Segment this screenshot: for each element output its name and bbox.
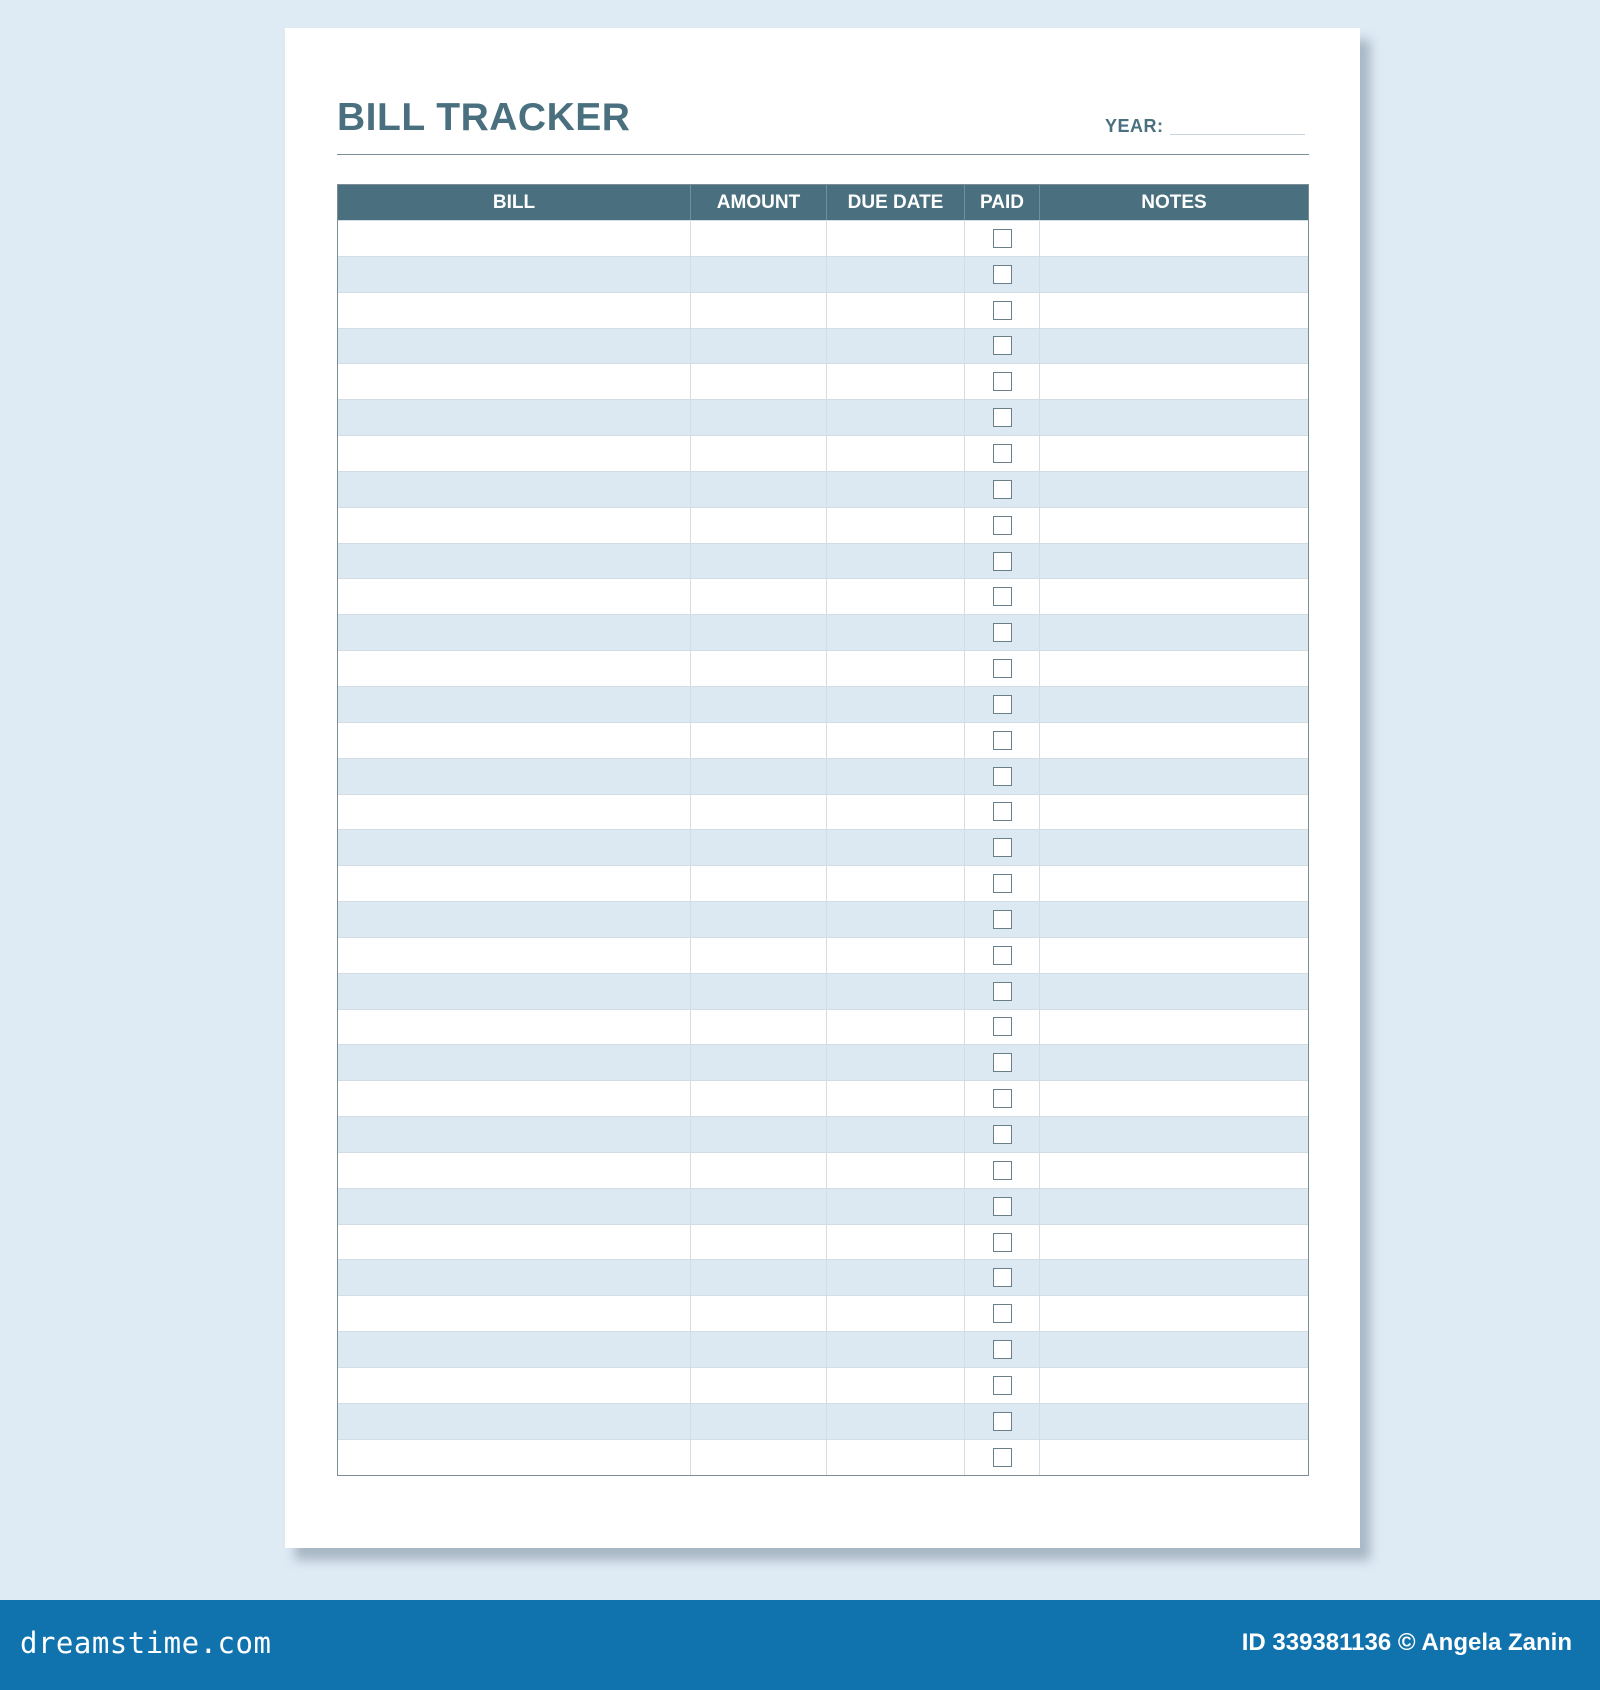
amount-cell[interactable]	[691, 759, 827, 794]
notes-cell[interactable]	[1040, 1010, 1308, 1045]
paid-checkbox[interactable]	[993, 1233, 1012, 1252]
paid-checkbox[interactable]	[993, 1412, 1012, 1431]
paid-cell	[965, 795, 1040, 830]
due-date-cell[interactable]	[827, 364, 965, 399]
amount-cell[interactable]	[691, 364, 827, 399]
notes-cell[interactable]	[1040, 257, 1308, 292]
amount-cell[interactable]	[691, 795, 827, 830]
bill-table	[337, 184, 1309, 1476]
notes-cell[interactable]	[1040, 1296, 1308, 1331]
amount-cell[interactable]	[691, 436, 827, 471]
paid-cell	[965, 579, 1040, 614]
bill-cell[interactable]	[338, 364, 691, 399]
bill-cell[interactable]	[338, 615, 691, 650]
amount-cell[interactable]	[691, 1440, 827, 1475]
paid-checkbox[interactable]	[993, 1304, 1012, 1323]
paid-checkbox[interactable]	[993, 802, 1012, 821]
due-date-cell[interactable]	[827, 544, 965, 579]
amount-cell[interactable]	[691, 1117, 827, 1152]
bill-cell[interactable]	[338, 1117, 691, 1152]
table-row	[338, 1080, 1308, 1116]
paid-checkbox[interactable]	[993, 1017, 1012, 1036]
bill-cell[interactable]	[338, 1404, 691, 1439]
notes-cell[interactable]	[1040, 1368, 1308, 1403]
column-header-amount: AMOUNT	[691, 185, 827, 220]
notes-cell[interactable]	[1040, 293, 1308, 328]
bill-cell[interactable]	[338, 579, 691, 614]
amount-cell[interactable]	[691, 1368, 827, 1403]
amount-cell[interactable]	[691, 579, 827, 614]
due-date-cell[interactable]	[827, 472, 965, 507]
amount-cell[interactable]	[691, 508, 827, 543]
notes-cell[interactable]	[1040, 938, 1308, 973]
bill-cell[interactable]	[338, 830, 691, 865]
notes-cell[interactable]	[1040, 472, 1308, 507]
notes-cell[interactable]	[1040, 221, 1308, 256]
due-date-cell[interactable]	[827, 651, 965, 686]
bill-cell[interactable]	[338, 472, 691, 507]
notes-cell[interactable]	[1040, 1189, 1308, 1224]
bill-cell[interactable]	[338, 1260, 691, 1295]
table-row	[338, 1152, 1308, 1188]
watermark-footer	[0, 1600, 1600, 1690]
paid-cell	[965, 1117, 1040, 1152]
paid-checkbox[interactable]	[993, 1268, 1012, 1287]
amount-cell[interactable]	[691, 400, 827, 435]
paid-cell	[965, 364, 1040, 399]
bill-cell[interactable]	[338, 1189, 691, 1224]
table-row	[338, 256, 1308, 292]
paid-cell	[965, 615, 1040, 650]
paid-cell	[965, 1189, 1040, 1224]
paid-cell	[965, 329, 1040, 364]
amount-cell[interactable]	[691, 1260, 827, 1295]
table-row	[338, 507, 1308, 543]
brand-logo: dreamstime.com	[20, 1626, 272, 1660]
table-row	[338, 901, 1308, 937]
amount-cell[interactable]	[691, 329, 827, 364]
paid-checkbox[interactable]	[993, 910, 1012, 929]
column-header-due-date: DUE DATE	[827, 185, 965, 220]
due-date-cell[interactable]	[827, 221, 965, 256]
paid-cell	[965, 1081, 1040, 1116]
due-date-cell[interactable]	[827, 1296, 965, 1331]
amount-cell[interactable]	[691, 472, 827, 507]
bill-cell[interactable]	[338, 1440, 691, 1475]
paid-checkbox[interactable]	[993, 695, 1012, 714]
due-date-cell[interactable]	[827, 329, 965, 364]
due-date-cell[interactable]	[827, 902, 965, 937]
amount-cell[interactable]	[691, 651, 827, 686]
due-date-cell[interactable]	[827, 723, 965, 758]
table-row	[338, 722, 1308, 758]
bill-cell[interactable]	[338, 759, 691, 794]
table-row	[338, 578, 1308, 614]
paid-cell	[965, 866, 1040, 901]
notes-cell[interactable]	[1040, 1045, 1308, 1080]
table-row	[338, 650, 1308, 686]
due-date-cell[interactable]	[827, 938, 965, 973]
notes-cell[interactable]	[1040, 615, 1308, 650]
notes-cell[interactable]	[1040, 400, 1308, 435]
notes-cell[interactable]	[1040, 866, 1308, 901]
table-row	[338, 829, 1308, 865]
paid-checkbox[interactable]	[993, 229, 1012, 248]
amount-cell[interactable]	[691, 974, 827, 1009]
due-date-cell[interactable]	[827, 400, 965, 435]
table-row	[338, 686, 1308, 722]
bill-cell[interactable]	[338, 687, 691, 722]
due-date-cell[interactable]	[827, 1368, 965, 1403]
paid-checkbox[interactable]	[993, 372, 1012, 391]
table-row	[338, 1009, 1308, 1045]
paid-cell	[965, 1368, 1040, 1403]
bill-cell[interactable]	[338, 329, 691, 364]
bill-cell[interactable]	[338, 1368, 691, 1403]
bill-cell[interactable]	[338, 436, 691, 471]
table-row	[338, 1224, 1308, 1260]
paid-cell	[965, 1332, 1040, 1367]
amount-cell[interactable]	[691, 1296, 827, 1331]
year-label: YEAR:	[1105, 116, 1164, 136]
bill-cell[interactable]	[338, 651, 691, 686]
paid-checkbox[interactable]	[993, 982, 1012, 1001]
table-row	[338, 399, 1308, 435]
amount-cell[interactable]	[691, 293, 827, 328]
table-row	[338, 1116, 1308, 1152]
amount-cell[interactable]	[691, 257, 827, 292]
notes-cell[interactable]	[1040, 1153, 1308, 1188]
due-date-cell[interactable]	[827, 1010, 965, 1045]
notes-cell[interactable]	[1040, 508, 1308, 543]
paid-cell	[965, 902, 1040, 937]
notes-cell[interactable]	[1040, 651, 1308, 686]
paid-checkbox[interactable]	[993, 1053, 1012, 1072]
notes-cell[interactable]	[1040, 579, 1308, 614]
paid-cell	[965, 221, 1040, 256]
notes-cell[interactable]	[1040, 687, 1308, 722]
page-title: BILL TRACKER	[337, 96, 631, 139]
bill-cell[interactable]	[338, 508, 691, 543]
paid-checkbox[interactable]	[993, 946, 1012, 965]
amount-cell[interactable]	[691, 1010, 827, 1045]
bill-cell[interactable]	[338, 221, 691, 256]
paid-cell	[965, 293, 1040, 328]
amount-cell[interactable]	[691, 723, 827, 758]
paid-checkbox[interactable]	[993, 659, 1012, 678]
paid-cell	[965, 400, 1040, 435]
due-date-cell[interactable]	[827, 257, 965, 292]
paid-checkbox[interactable]	[993, 480, 1012, 499]
table-row	[338, 328, 1308, 364]
due-date-cell[interactable]	[827, 293, 965, 328]
column-header-paid: PAID	[965, 185, 1040, 220]
amount-cell[interactable]	[691, 221, 827, 256]
due-date-cell[interactable]	[827, 1332, 965, 1367]
paid-checkbox[interactable]	[993, 1376, 1012, 1395]
due-date-cell[interactable]	[827, 1404, 965, 1439]
due-date-cell[interactable]	[827, 759, 965, 794]
due-date-cell[interactable]	[827, 1260, 965, 1295]
table-row	[338, 1403, 1308, 1439]
due-date-cell[interactable]	[827, 1189, 965, 1224]
bill-cell[interactable]	[338, 974, 691, 1009]
paid-cell	[965, 1010, 1040, 1045]
paid-cell	[965, 1440, 1040, 1475]
paid-checkbox[interactable]	[993, 1089, 1012, 1108]
table-row	[338, 363, 1308, 399]
due-date-cell[interactable]	[827, 974, 965, 1009]
bill-cell[interactable]	[338, 293, 691, 328]
notes-cell[interactable]	[1040, 830, 1308, 865]
amount-cell[interactable]	[691, 830, 827, 865]
paid-checkbox[interactable]	[993, 838, 1012, 857]
paid-checkbox[interactable]	[993, 587, 1012, 606]
paid-checkbox[interactable]	[993, 265, 1012, 284]
due-date-cell[interactable]	[827, 1117, 965, 1152]
paid-checkbox[interactable]	[993, 1197, 1012, 1216]
paid-cell	[965, 544, 1040, 579]
table-row	[338, 220, 1308, 256]
notes-cell[interactable]	[1040, 1440, 1308, 1475]
bill-cell[interactable]	[338, 1153, 691, 1188]
bill-cell[interactable]	[338, 1296, 691, 1331]
paid-cell	[965, 830, 1040, 865]
paid-cell	[965, 938, 1040, 973]
column-header-bill: BILL	[338, 185, 691, 220]
bill-cell[interactable]	[338, 1225, 691, 1260]
table-row	[338, 973, 1308, 1009]
due-date-cell[interactable]	[827, 1081, 965, 1116]
table-row	[338, 758, 1308, 794]
due-date-cell[interactable]	[827, 615, 965, 650]
paid-cell	[965, 974, 1040, 1009]
notes-cell[interactable]	[1040, 364, 1308, 399]
bill-tracker-sheet	[285, 28, 1360, 1548]
paid-cell	[965, 472, 1040, 507]
bill-cell[interactable]	[338, 544, 691, 579]
table-row	[338, 1295, 1308, 1331]
notes-cell[interactable]	[1040, 1260, 1308, 1295]
bill-cell[interactable]	[338, 902, 691, 937]
paid-checkbox[interactable]	[993, 767, 1012, 786]
amount-cell[interactable]	[691, 1081, 827, 1116]
paid-cell	[965, 508, 1040, 543]
title-divider	[337, 154, 1309, 155]
paid-checkbox[interactable]	[993, 731, 1012, 750]
paid-checkbox[interactable]	[993, 301, 1012, 320]
paid-cell	[965, 1045, 1040, 1080]
table-row	[338, 865, 1308, 901]
amount-cell[interactable]	[691, 1404, 827, 1439]
paid-checkbox[interactable]	[993, 1448, 1012, 1467]
due-date-cell[interactable]	[827, 436, 965, 471]
amount-cell[interactable]	[691, 687, 827, 722]
due-date-cell[interactable]	[827, 1153, 965, 1188]
paid-cell	[965, 759, 1040, 794]
paid-checkbox[interactable]	[993, 623, 1012, 642]
amount-cell[interactable]	[691, 544, 827, 579]
paid-cell	[965, 1404, 1040, 1439]
paid-checkbox[interactable]	[993, 1125, 1012, 1144]
amount-cell[interactable]	[691, 1225, 827, 1260]
notes-cell[interactable]	[1040, 902, 1308, 937]
paid-checkbox[interactable]	[993, 336, 1012, 355]
notes-cell[interactable]	[1040, 795, 1308, 830]
paid-cell	[965, 723, 1040, 758]
due-date-cell[interactable]	[827, 687, 965, 722]
table-row	[338, 1367, 1308, 1403]
bill-cell[interactable]	[338, 795, 691, 830]
paid-cell	[965, 1260, 1040, 1295]
table-row	[338, 543, 1308, 579]
due-date-cell[interactable]	[827, 1440, 965, 1475]
table-row	[338, 614, 1308, 650]
due-date-cell[interactable]	[827, 830, 965, 865]
bill-cell[interactable]	[338, 1010, 691, 1045]
paid-cell	[965, 436, 1040, 471]
due-date-cell[interactable]	[827, 1225, 965, 1260]
notes-cell[interactable]	[1040, 329, 1308, 364]
notes-cell[interactable]	[1040, 1081, 1308, 1116]
bill-cell[interactable]	[338, 1332, 691, 1367]
bill-cell[interactable]	[338, 938, 691, 973]
paid-checkbox[interactable]	[993, 874, 1012, 893]
bill-cell[interactable]	[338, 400, 691, 435]
amount-cell[interactable]	[691, 902, 827, 937]
due-date-cell[interactable]	[827, 1045, 965, 1080]
notes-cell[interactable]	[1040, 1117, 1308, 1152]
year-field	[1105, 116, 1305, 137]
paid-checkbox[interactable]	[993, 408, 1012, 427]
notes-cell[interactable]	[1040, 759, 1308, 794]
notes-cell[interactable]	[1040, 1332, 1308, 1367]
bill-cell[interactable]	[338, 723, 691, 758]
due-date-cell[interactable]	[827, 866, 965, 901]
image-credit: ID 339381136 © Angela Zanin	[1241, 1629, 1572, 1656]
bill-cell[interactable]	[338, 257, 691, 292]
amount-cell[interactable]	[691, 866, 827, 901]
table-row	[338, 435, 1308, 471]
notes-cell[interactable]	[1040, 723, 1308, 758]
amount-cell[interactable]	[691, 615, 827, 650]
amount-cell[interactable]	[691, 1153, 827, 1188]
table-row	[338, 1259, 1308, 1295]
notes-cell[interactable]	[1040, 1225, 1308, 1260]
amount-cell[interactable]	[691, 1045, 827, 1080]
paid-cell	[965, 1225, 1040, 1260]
due-date-cell[interactable]	[827, 579, 965, 614]
paid-checkbox[interactable]	[993, 444, 1012, 463]
table-row	[338, 1044, 1308, 1080]
bill-cell[interactable]	[338, 1081, 691, 1116]
year-input-line[interactable]	[1170, 134, 1305, 135]
column-header-notes: NOTES	[1141, 191, 1207, 213]
notes-cell[interactable]	[1040, 1404, 1308, 1439]
paid-checkbox[interactable]	[993, 552, 1012, 571]
table-row	[338, 794, 1308, 830]
paid-cell	[965, 257, 1040, 292]
amount-cell[interactable]	[691, 1189, 827, 1224]
paid-cell	[965, 1153, 1040, 1188]
bill-cell[interactable]	[338, 866, 691, 901]
table-row	[338, 1439, 1308, 1475]
notes-cell[interactable]	[1040, 544, 1308, 579]
table-body	[338, 220, 1308, 1475]
table-row	[338, 1188, 1308, 1224]
notes-cell[interactable]	[1040, 974, 1308, 1009]
table-header	[338, 185, 1308, 220]
paid-cell	[965, 651, 1040, 686]
paid-checkbox[interactable]	[993, 516, 1012, 535]
amount-cell[interactable]	[691, 938, 827, 973]
due-date-cell[interactable]	[827, 508, 965, 543]
due-date-cell[interactable]	[827, 795, 965, 830]
paid-checkbox[interactable]	[993, 1161, 1012, 1180]
table-row	[338, 937, 1308, 973]
table-row	[338, 471, 1308, 507]
table-row	[338, 1331, 1308, 1367]
amount-cell[interactable]	[691, 1332, 827, 1367]
notes-cell[interactable]	[1040, 436, 1308, 471]
paid-cell	[965, 1296, 1040, 1331]
table-row	[338, 292, 1308, 328]
paid-checkbox[interactable]	[993, 1340, 1012, 1359]
bill-cell[interactable]	[338, 1045, 691, 1080]
paid-cell	[965, 687, 1040, 722]
